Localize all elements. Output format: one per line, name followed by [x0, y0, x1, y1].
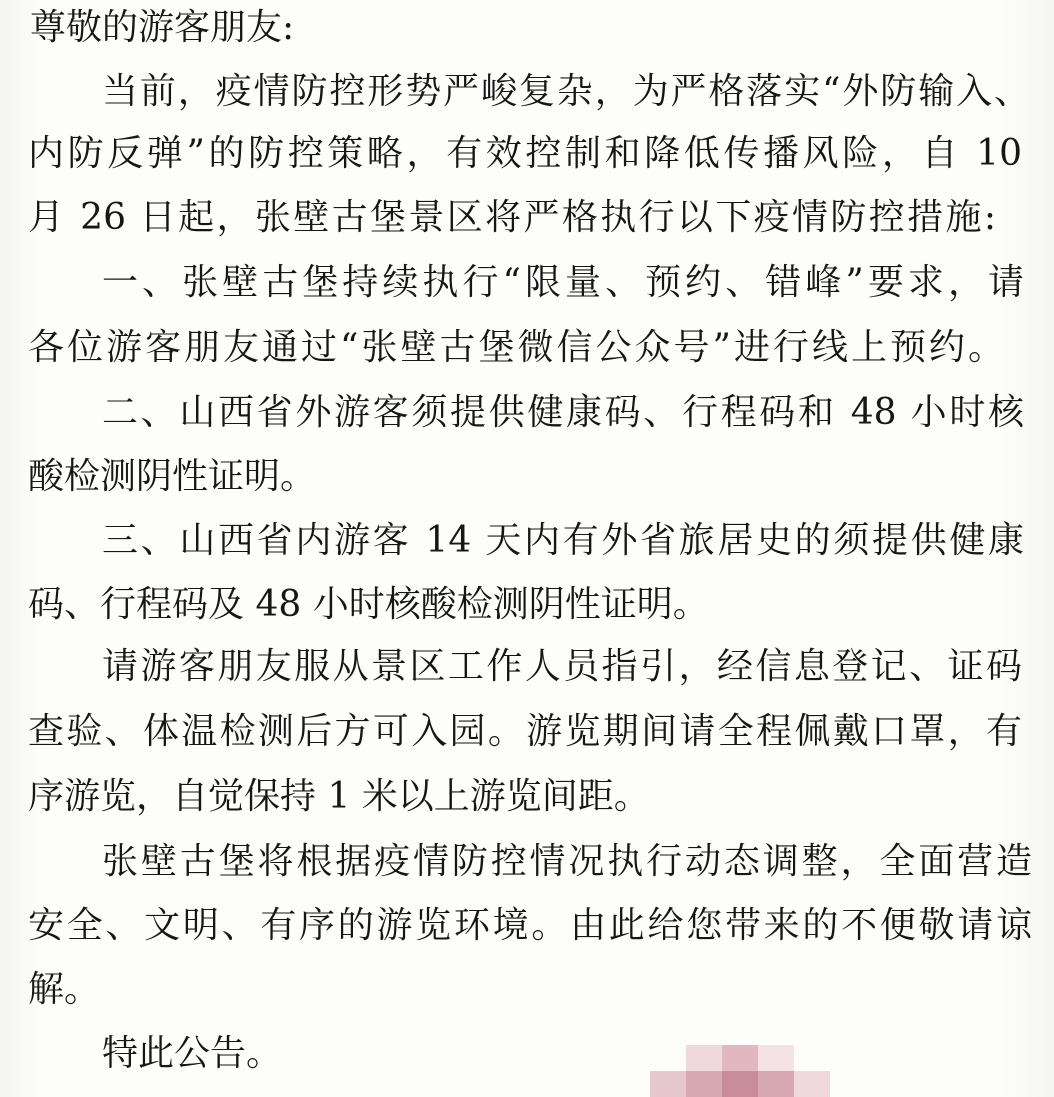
- stamp-pixel: [722, 1071, 758, 1097]
- paragraph-2-line-1: 请游客朋友服从景区工作人员指引，经信息登记、证码: [102, 646, 1022, 687]
- item-2-line-2: 酸检测阴性证明。: [28, 456, 317, 497]
- stamp-pixel: [686, 1071, 722, 1097]
- paragraph-3-line-2: 安全、文明、有序的游览环境。由此给您带来的不便敬请谅: [28, 905, 1032, 946]
- paragraph-1-line-3: 月 26 日起，张壁古堡景区将严格执行以下疫情防控措施:: [28, 197, 996, 238]
- item-3-line-1: 三、山西省内游客 14 天内有外省旅居史的须提供健康: [102, 520, 1024, 561]
- item-1-line-1: 一、张壁古堡持续执行“限量、预约、错峰”要求，请: [102, 262, 1024, 303]
- stamp-pixel: [758, 1071, 794, 1097]
- paragraph-3-line-3: 解。: [28, 969, 101, 1010]
- blurred-seal-stamp: [650, 1045, 860, 1097]
- stamp-pixel: [650, 1071, 686, 1097]
- paragraph-1-line-2: 内防反弹”的防控策略，有效控制和降低传播风险，自 10: [28, 133, 1022, 174]
- paragraph-2-line-2: 查验、体温检测后方可入园。游览期间请全程佩戴口罩，有: [28, 711, 1022, 752]
- closing-line: 特此公告。: [102, 1033, 283, 1074]
- stamp-pixel: [758, 1045, 794, 1071]
- paragraph-2-line-3: 序游览，自觉保持 1 米以上游览间距。: [28, 776, 650, 817]
- stamp-pixel: [794, 1071, 830, 1097]
- paragraph-3-line-1: 张壁古堡将根据疫情防控情况执行动态调整，全面营造: [102, 841, 1032, 882]
- greeting-line: 尊敬的游客朋友:: [30, 7, 295, 48]
- item-2-line-1: 二、山西省外游客须提供健康码、行程码和 48 小时核: [102, 392, 1024, 433]
- stamp-pixel: [722, 1045, 758, 1071]
- item-1-line-2: 各位游客朋友通过“张壁古堡微信公众号”进行线上预约。: [28, 327, 1004, 368]
- stamp-pixel: [686, 1045, 722, 1071]
- item-3-line-2: 码、行程码及 48 小时核酸检测阴性证明。: [28, 584, 709, 625]
- paragraph-1-line-1: 当前，疫情防控形势严峻复杂，为严格落实“外防输入、: [102, 71, 1030, 112]
